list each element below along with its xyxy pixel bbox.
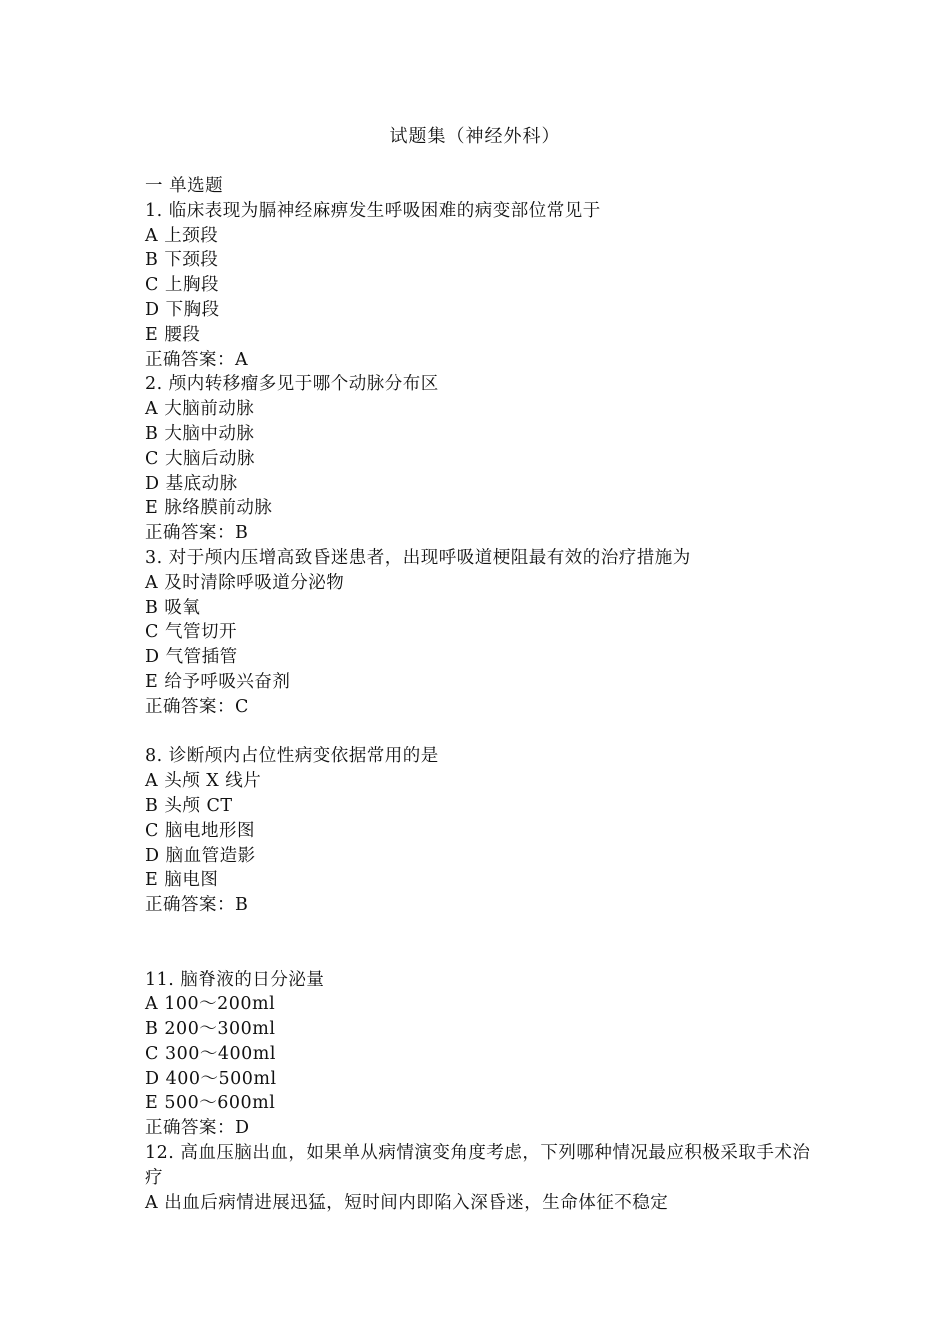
option-c: C 脑电地形图 bbox=[145, 820, 255, 841]
option-a: A 头颅 X 线片 bbox=[145, 771, 262, 792]
option-e: E 500～600ml bbox=[145, 1093, 276, 1114]
question-stem: 1. 临床表现为膈神经麻痹发生呼吸困难的病变部位常见于 bbox=[145, 200, 601, 221]
option-b: B 吸氧 bbox=[145, 597, 201, 618]
option-d: D 脑血管造影 bbox=[145, 845, 256, 866]
option-c: C 300～400ml bbox=[145, 1043, 276, 1064]
correct-answer: 正确答案：A bbox=[145, 349, 249, 370]
question-block bbox=[145, 546, 815, 720]
section-heading: 一 单选题 bbox=[145, 176, 224, 196]
correct-answer: 正确答案：B bbox=[145, 523, 249, 544]
option-a: A 及时清除呼吸道分泌物 bbox=[145, 572, 345, 593]
option-d: D 气管插管 bbox=[145, 647, 238, 668]
blank-line bbox=[145, 720, 815, 745]
option-a: A 上颈段 bbox=[145, 225, 219, 246]
option-c: C 上胸段 bbox=[145, 275, 219, 296]
option-b: B 下颈段 bbox=[145, 250, 219, 271]
question-block bbox=[145, 1141, 815, 1215]
question-stem: 2. 颅内转移瘤多见于哪个动脉分布区 bbox=[145, 374, 439, 395]
option-e: E 脉络膜前动脉 bbox=[145, 498, 273, 519]
option-e: E 腰段 bbox=[145, 324, 201, 345]
correct-answer: 正确答案：C bbox=[145, 696, 249, 717]
option-d: D 400～500ml bbox=[145, 1068, 277, 1089]
option-a: A 100～200ml bbox=[145, 994, 276, 1015]
option-b: B 200～300ml bbox=[145, 1019, 276, 1040]
blank-lines bbox=[145, 918, 815, 968]
question-block bbox=[145, 372, 815, 546]
option-d: D 下胸段 bbox=[145, 299, 220, 320]
question-block bbox=[145, 744, 815, 918]
option-e: E 脑电图 bbox=[145, 870, 219, 891]
option-e: E 给予呼吸兴奋剂 bbox=[145, 671, 291, 692]
question-stem: 11. 脑脊液的日分泌量 bbox=[145, 969, 325, 990]
question-block bbox=[145, 968, 815, 1142]
option-b: B 大脑中动脉 bbox=[145, 423, 255, 444]
option-a: A 大脑前动脉 bbox=[145, 399, 255, 420]
question-stem: 3. 对于颅内压增高致昏迷患者，出现呼吸道梗阻最有效的治疗措施为 bbox=[145, 547, 691, 568]
option-a: A 出血后病情进展迅猛，短时间内即陷入深昏迷，生命体征不稳定 bbox=[145, 1192, 669, 1213]
option-c: C 大脑后动脉 bbox=[145, 448, 255, 469]
correct-answer: 正确答案：D bbox=[145, 1118, 250, 1139]
document-title: 试题集（神经外科） bbox=[389, 126, 561, 147]
option-b: B 头颅 CT bbox=[145, 795, 233, 816]
question-block bbox=[145, 199, 815, 373]
question-stem: 8. 诊断颅内占位性病变依据常用的是 bbox=[145, 746, 439, 767]
option-c: C 气管切开 bbox=[145, 622, 237, 643]
question-list bbox=[145, 174, 815, 1215]
question-stem: 12. 高血压脑出血，如果单从病情演变角度考虑，下列哪种情况最应积极采取手术治疗 bbox=[145, 1143, 811, 1188]
option-d: D 基底动脉 bbox=[145, 473, 238, 494]
correct-answer: 正确答案：B bbox=[145, 895, 249, 916]
